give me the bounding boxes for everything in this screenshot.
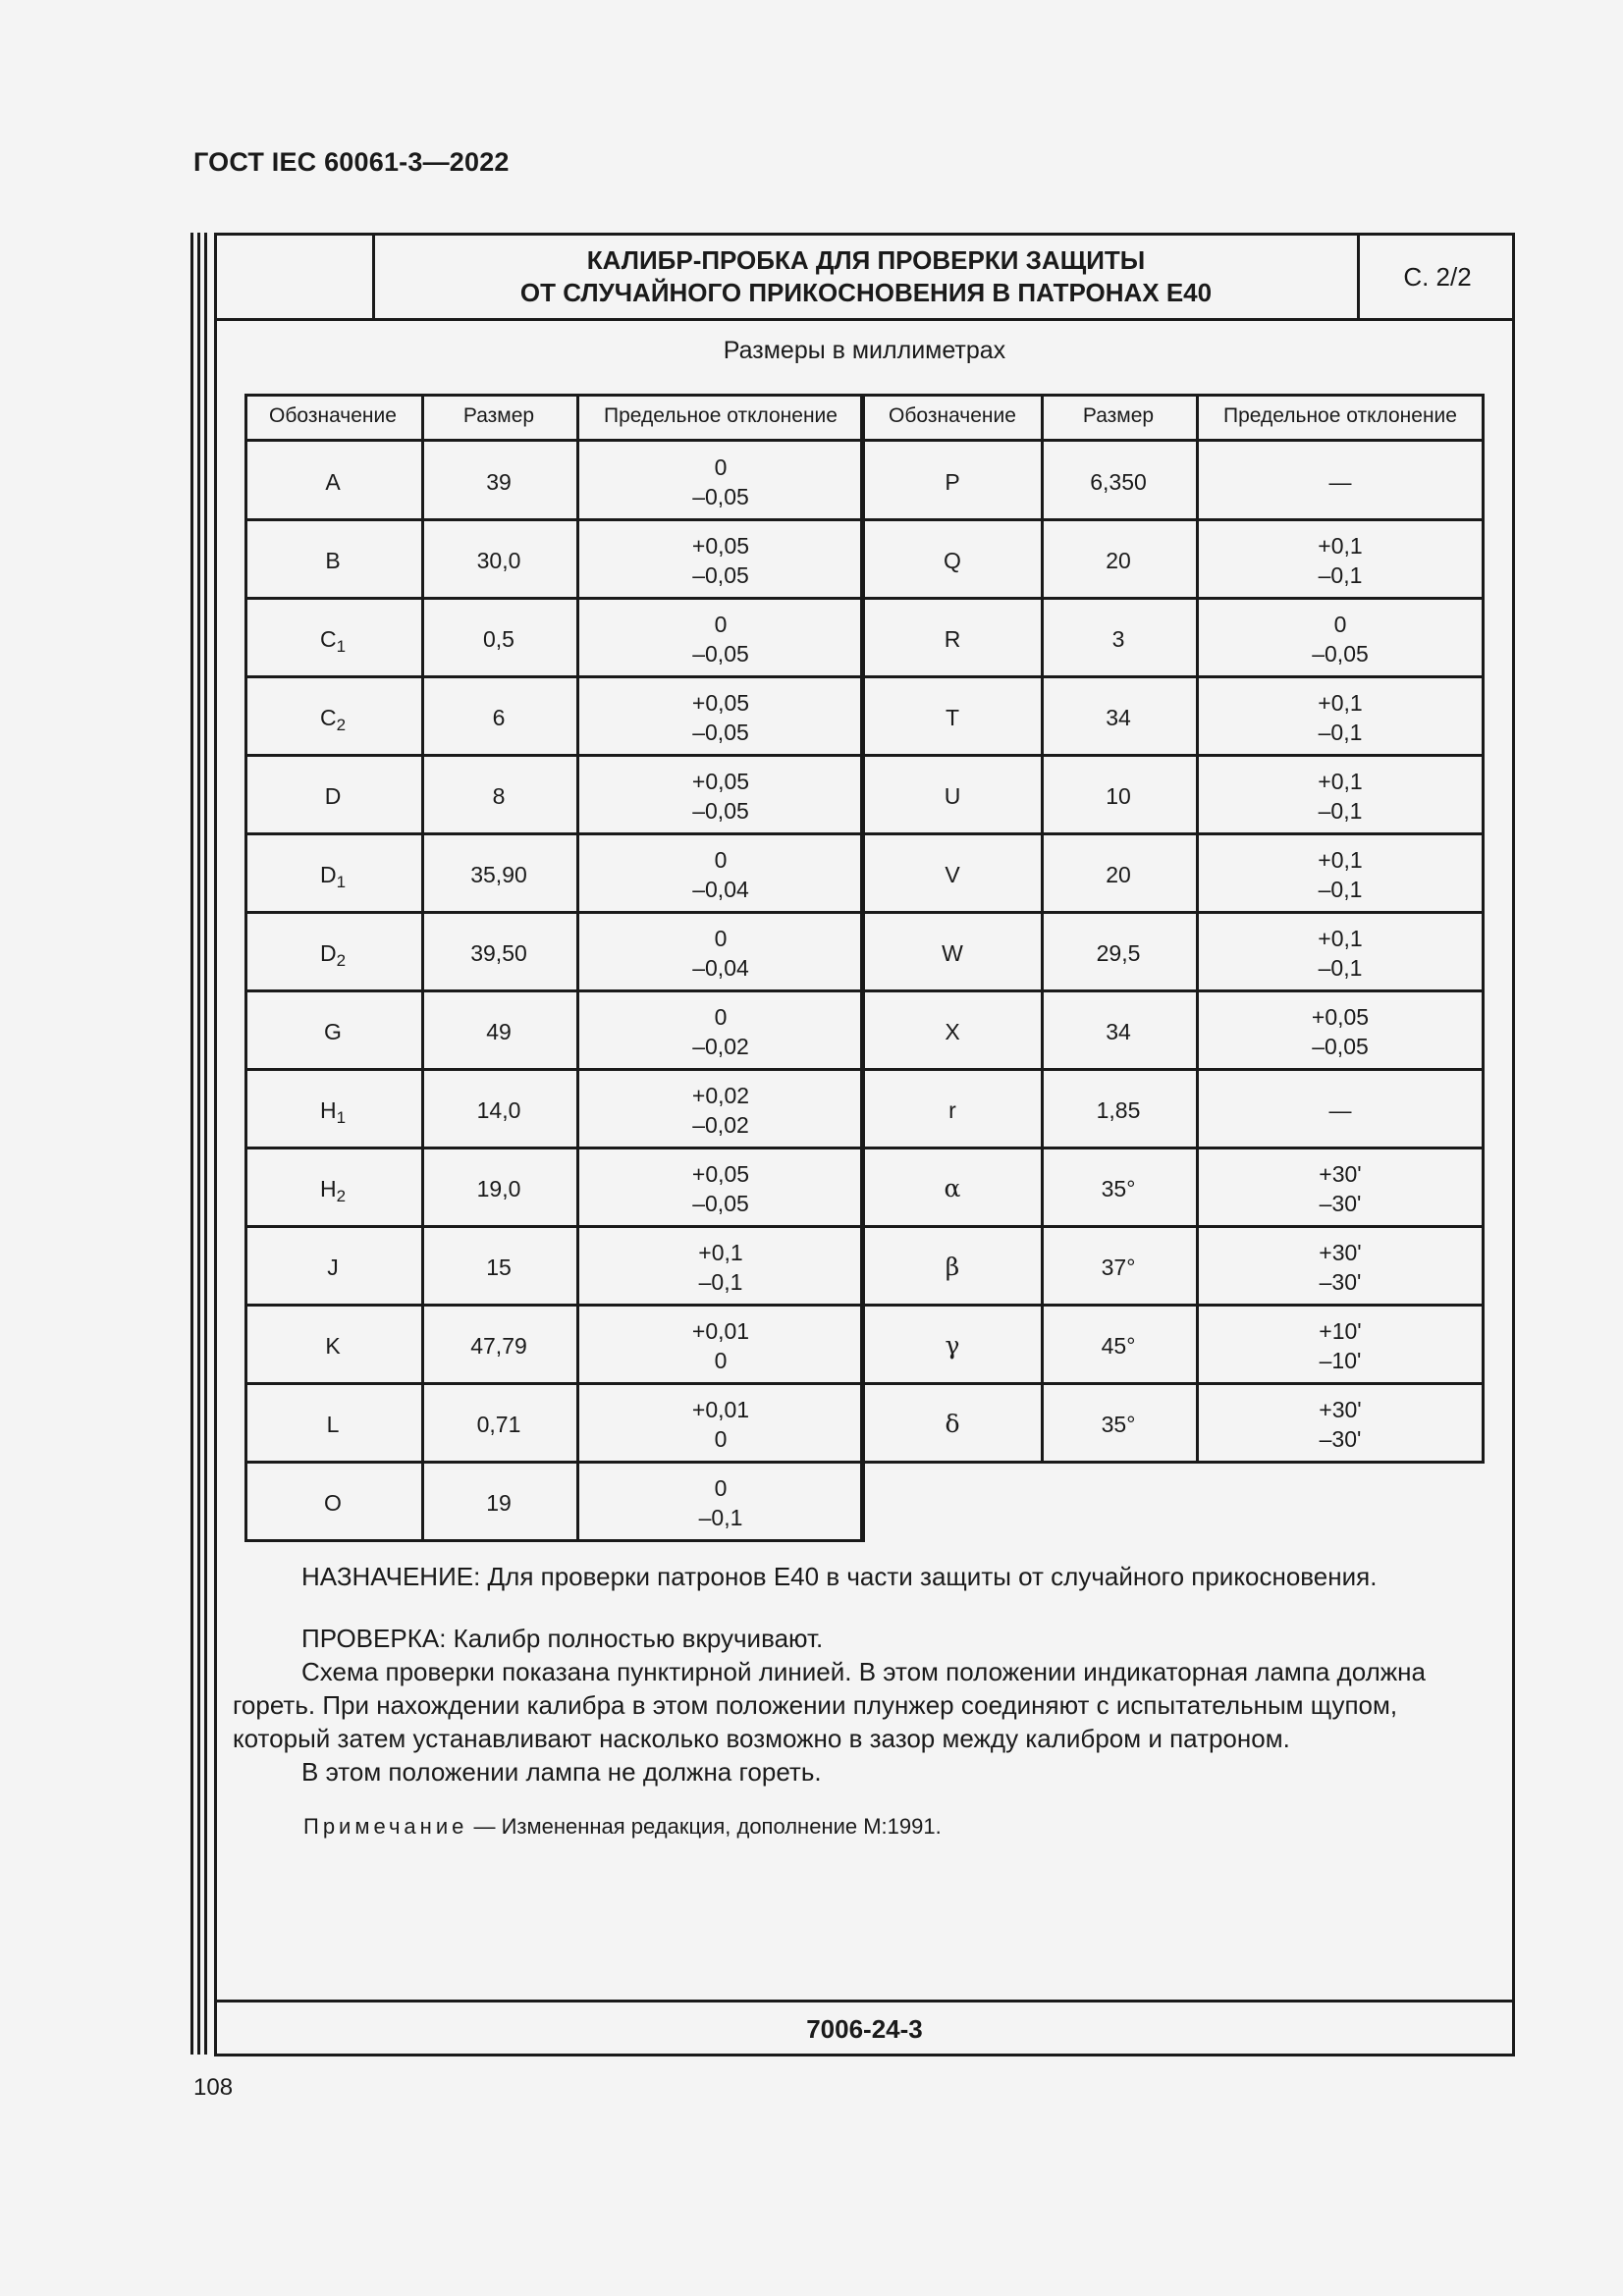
right-rule xyxy=(1196,394,1199,1464)
right-symbol-cell xyxy=(864,1307,1041,1385)
left-size-cell xyxy=(421,678,576,757)
left-rule xyxy=(244,1147,864,1149)
left-rule xyxy=(244,754,864,757)
symbol xyxy=(946,1331,960,1361)
symbol xyxy=(945,1174,961,1203)
symbol xyxy=(945,467,959,497)
symbol xyxy=(944,546,961,575)
symbol xyxy=(324,1017,342,1046)
left-symbol-cell xyxy=(244,1307,421,1385)
symbol xyxy=(942,938,963,968)
deviation-value: –0,04 xyxy=(692,877,749,902)
deviation-value: 0 xyxy=(714,1348,728,1373)
left-deviation-cell xyxy=(576,443,865,521)
left-deviation-cell xyxy=(576,835,865,914)
left-rule xyxy=(576,394,579,1542)
purpose-block xyxy=(233,1560,1499,1593)
right-size-cell xyxy=(1041,1149,1196,1228)
deviation-value: 0 xyxy=(714,1004,728,1030)
symbol xyxy=(320,860,346,889)
right-symbol-cell xyxy=(864,443,1041,521)
deviation-value: –0,02 xyxy=(692,1034,749,1059)
column-header-label: Обозначение xyxy=(269,404,397,427)
symbol xyxy=(325,467,340,497)
size-value: 34 xyxy=(1106,1019,1131,1044)
right-header-0 xyxy=(864,394,1041,439)
right-symbol-cell xyxy=(864,757,1041,835)
deviation-value: –0,1 xyxy=(1318,798,1363,824)
right-rule xyxy=(864,1147,1484,1149)
size-value: 47,79 xyxy=(470,1333,527,1359)
right-rule xyxy=(864,1068,1484,1071)
position-text: В этом положении лампа не должна гореть. xyxy=(301,1757,822,1787)
symbol-letter: A xyxy=(325,469,341,495)
left-deviation-cell xyxy=(576,1228,865,1307)
left-rule xyxy=(244,989,864,992)
right-symbol-cell xyxy=(864,600,1041,678)
deviation-value: 0 xyxy=(714,926,728,951)
symbol-letter: C xyxy=(319,626,337,652)
right-header-2 xyxy=(1196,394,1485,439)
left-size-cell xyxy=(421,835,576,914)
right-size-cell xyxy=(1041,1307,1196,1385)
left-size-cell xyxy=(421,600,576,678)
symbol xyxy=(320,624,346,654)
left-size-cell xyxy=(421,757,576,835)
left-rule xyxy=(244,1539,864,1542)
right-symbol-cell xyxy=(864,1228,1041,1307)
left-rule xyxy=(244,394,247,1542)
symbol-letter: r xyxy=(948,1097,956,1123)
symbol-subscript: 2 xyxy=(336,951,347,970)
size-value: 8 xyxy=(492,783,506,809)
symbol xyxy=(945,1017,959,1046)
deviation-value: –10' xyxy=(1319,1348,1362,1373)
left-rule xyxy=(244,597,864,600)
deviation-value: –0,05 xyxy=(1312,1034,1369,1059)
symbol xyxy=(324,1488,342,1518)
size-value: 20 xyxy=(1106,862,1131,887)
left-rule xyxy=(244,911,864,914)
deviation-value: +0,1 xyxy=(698,1240,743,1265)
left-size-cell xyxy=(421,1071,576,1149)
left-rule xyxy=(244,1461,864,1464)
left-symbol-cell xyxy=(244,914,421,992)
size-value: 1,85 xyxy=(1096,1097,1141,1123)
size-value: 39,50 xyxy=(470,940,527,966)
left-size-cell xyxy=(421,1228,576,1307)
margin-rule xyxy=(197,233,200,2055)
size-value: 20 xyxy=(1106,548,1131,573)
right-size-cell xyxy=(1041,1071,1196,1149)
deviation-value: +0,1 xyxy=(1318,847,1363,873)
right-deviation-cell xyxy=(1196,600,1485,678)
purpose-text: НАЗНАЧЕНИЕ: Для проверки патронов E40 в части защиты от случайного прикосновения. xyxy=(301,1562,1378,1591)
left-symbol-cell xyxy=(244,835,421,914)
right-deviation-cell xyxy=(1196,521,1485,600)
deviation-value: –0,05 xyxy=(692,1191,749,1216)
symbol xyxy=(325,781,342,811)
deviation-value: 0 xyxy=(714,847,728,873)
size-value: 6 xyxy=(492,705,506,730)
left-rule xyxy=(244,439,864,442)
right-deviation-cell xyxy=(1196,443,1485,521)
sheet-code: 7006-24-3 xyxy=(217,2000,1512,2056)
title-blank-cell xyxy=(217,236,375,318)
symbol xyxy=(320,938,346,968)
note-label: Примечание xyxy=(303,1814,468,1839)
right-rule xyxy=(864,394,1484,397)
left-symbol-cell xyxy=(244,443,421,521)
right-deviation-cell xyxy=(1196,1307,1485,1385)
deviation-value: –30' xyxy=(1319,1426,1362,1452)
deviation-value: +0,05 xyxy=(691,1161,750,1187)
right-rule xyxy=(1482,394,1485,1464)
right-deviation-cell xyxy=(1196,1071,1485,1149)
deviation-value: +0,05 xyxy=(1311,1004,1370,1030)
left-deviation-cell xyxy=(576,914,865,992)
symbol-letter: P xyxy=(945,469,960,495)
symbol-letter: δ xyxy=(945,1410,960,1438)
deviation-value: +0,01 xyxy=(691,1397,750,1422)
symbol-subscript: 1 xyxy=(336,873,347,891)
note-text: — Измененная редакция, дополнение M:1991. xyxy=(467,1814,942,1839)
sheet-title-line-2: ОТ СЛУЧАЙНОГО ПРИКОСНОВЕНИЯ В ПАТРОНАХ E40 xyxy=(519,278,1213,307)
right-rule xyxy=(1041,394,1044,1464)
deviation-value: +0,05 xyxy=(691,769,750,794)
right-deviation-cell xyxy=(1196,1385,1485,1464)
deviation-value: –0,1 xyxy=(1318,877,1363,902)
symbol-subscript: 1 xyxy=(336,1108,347,1127)
left-symbol-cell xyxy=(244,1228,421,1307)
symbol-letter: T xyxy=(945,705,960,730)
left-size-cell xyxy=(421,914,576,992)
symbol xyxy=(945,781,961,811)
symbol xyxy=(327,1253,339,1282)
right-rule xyxy=(864,597,1484,600)
symbol xyxy=(325,1331,340,1361)
deviation-value: +30' xyxy=(1319,1397,1362,1422)
deviation-value: +0,01 xyxy=(691,1318,750,1344)
deviation-value: +30' xyxy=(1319,1161,1362,1187)
left-deviation-cell xyxy=(576,1149,865,1228)
deviation-value: –0,05 xyxy=(692,720,749,745)
symbol xyxy=(320,1174,346,1203)
check-block xyxy=(233,1622,1499,1789)
left-symbol-cell xyxy=(244,1464,421,1542)
right-deviation-cell xyxy=(1196,757,1485,835)
right-deviation-cell xyxy=(1196,1228,1485,1307)
size-value: 19,0 xyxy=(476,1176,521,1201)
right-size-cell xyxy=(1041,992,1196,1071)
symbol xyxy=(327,1410,340,1439)
deviation-value: –0,05 xyxy=(692,484,749,509)
left-size-cell xyxy=(421,443,576,521)
deviation-value: — xyxy=(1328,1097,1352,1123)
right-size-cell xyxy=(1041,914,1196,992)
column-header-label: Предельное отклонение xyxy=(1223,404,1457,427)
left-size-cell xyxy=(421,1385,576,1464)
symbol xyxy=(325,546,340,575)
symbol-subscript: 2 xyxy=(336,716,347,734)
left-size-cell xyxy=(421,521,576,600)
dimensions-table xyxy=(244,394,1484,1536)
size-value: 34 xyxy=(1106,705,1131,730)
deviation-value: –0,1 xyxy=(1318,562,1363,588)
symbol xyxy=(320,703,346,732)
deviation-value: 0 xyxy=(714,454,728,480)
size-value: 35,90 xyxy=(470,862,527,887)
right-rule xyxy=(864,911,1484,914)
symbol-letter: W xyxy=(942,940,963,966)
margin-rule xyxy=(190,233,193,2055)
left-deviation-cell xyxy=(576,678,865,757)
deviation-value: –30' xyxy=(1319,1191,1362,1216)
column-header-label: Обозначение xyxy=(889,404,1016,427)
left-size-cell xyxy=(421,1307,576,1385)
title-block xyxy=(217,236,1512,321)
size-value: 29,5 xyxy=(1096,940,1141,966)
left-symbol-cell xyxy=(244,1385,421,1464)
right-rule xyxy=(864,754,1484,757)
symbol-letter: H xyxy=(319,1176,337,1201)
symbol xyxy=(945,624,961,654)
symbol-letter: D xyxy=(319,940,337,966)
deviation-value: –0,1 xyxy=(698,1505,743,1530)
right-size-cell xyxy=(1041,1385,1196,1464)
symbol xyxy=(946,1253,959,1282)
right-rule xyxy=(864,518,1484,521)
right-symbol-cell xyxy=(864,521,1041,600)
symbol xyxy=(948,1095,956,1125)
right-symbol-cell xyxy=(864,914,1041,992)
size-value: 3 xyxy=(1111,626,1125,652)
deviation-value: +0,05 xyxy=(691,690,750,716)
left-rule xyxy=(244,675,864,678)
units-caption: Размеры в миллиметрах xyxy=(723,337,1006,364)
right-deviation-cell xyxy=(1196,678,1485,757)
left-size-cell xyxy=(421,1149,576,1228)
right-size-cell xyxy=(1041,757,1196,835)
symbol-subscript: 1 xyxy=(336,637,347,656)
sheet-title-line-1: КАЛИБР-ПРОБКА ДЛЯ ПРОВЕРКИ ЗАЩИТЫ xyxy=(586,245,1146,275)
left-deviation-cell xyxy=(576,992,865,1071)
left-symbol-cell xyxy=(244,678,421,757)
left-rule xyxy=(244,518,864,521)
left-rule xyxy=(244,394,864,397)
symbol-letter: B xyxy=(325,548,341,573)
right-deviation-cell xyxy=(1196,1149,1485,1228)
left-header-1 xyxy=(421,394,576,439)
size-value: 14,0 xyxy=(476,1097,521,1123)
size-value: 39 xyxy=(486,469,512,495)
deviation-value: +0,05 xyxy=(691,533,750,559)
left-header-2 xyxy=(576,394,865,439)
deviation-value: –0,05 xyxy=(1312,641,1369,667)
left-symbol-cell xyxy=(244,521,421,600)
right-deviation-cell xyxy=(1196,992,1485,1071)
deviation-value: +0,1 xyxy=(1318,769,1363,794)
note xyxy=(303,1814,942,1840)
symbol-letter: Q xyxy=(944,548,961,573)
deviation-value: +0,1 xyxy=(1318,533,1363,559)
deviation-value: +0,1 xyxy=(1318,926,1363,951)
right-rule xyxy=(864,675,1484,678)
right-size-cell xyxy=(1041,678,1196,757)
symbol xyxy=(945,860,959,889)
left-symbol-cell xyxy=(244,1149,421,1228)
size-value: 37° xyxy=(1101,1255,1136,1280)
symbol-letter: H xyxy=(319,1097,337,1123)
left-deviation-cell xyxy=(576,600,865,678)
deviation-value: –0,05 xyxy=(692,562,749,588)
left-rule xyxy=(421,394,424,1542)
margin-rule xyxy=(204,233,207,2055)
size-value: 15 xyxy=(486,1255,512,1280)
right-symbol-cell xyxy=(864,835,1041,914)
symbol-letter: D xyxy=(319,862,337,887)
right-deviation-cell xyxy=(1196,914,1485,992)
right-rule xyxy=(864,1304,1484,1307)
separator-rule xyxy=(860,394,862,1542)
deviation-value: –30' xyxy=(1319,1269,1362,1295)
sheet-page-ref: С. 2/2 xyxy=(1357,236,1515,318)
column-header-label: Размер xyxy=(462,404,535,427)
symbol-letter: D xyxy=(324,783,342,809)
size-value: 35° xyxy=(1101,1176,1136,1201)
left-rule xyxy=(244,1382,864,1385)
symbol-letter: O xyxy=(324,1490,342,1516)
symbol-letter: C xyxy=(319,705,337,730)
right-rule xyxy=(864,1461,1484,1464)
size-value: 19 xyxy=(486,1490,512,1516)
symbol-letter: R xyxy=(944,626,961,652)
page-number: 108 xyxy=(193,2074,234,2101)
left-size-cell xyxy=(421,992,576,1071)
right-rule xyxy=(864,989,1484,992)
size-value: 35° xyxy=(1101,1412,1136,1437)
symbol-letter: α xyxy=(944,1174,961,1202)
size-value: 6,350 xyxy=(1090,469,1147,495)
deviation-value: –0,05 xyxy=(692,641,749,667)
right-size-cell xyxy=(1041,443,1196,521)
left-rule xyxy=(244,1225,864,1228)
column-header-label: Предельное отклонение xyxy=(604,404,838,427)
left-deviation-cell xyxy=(576,521,865,600)
size-value: 49 xyxy=(486,1019,512,1044)
deviation-value: –0,05 xyxy=(692,798,749,824)
deviation-value: 0 xyxy=(714,612,728,637)
right-header-1 xyxy=(1041,394,1196,439)
left-rule xyxy=(244,832,864,835)
symbol-letter: β xyxy=(945,1253,960,1281)
size-value: 0,71 xyxy=(476,1412,521,1437)
symbol-letter: U xyxy=(944,783,961,809)
scheme-text: Схема проверки показана пунктирной линией. В этом положении индикаторная лампа должна гореть. При нахождении калибра в этом положении плунжер соединяют с испытательным щупом, который затем устанавливают насколько возможно в зазор между калибром и патроном. xyxy=(233,1657,1427,1753)
deviation-value: +0,02 xyxy=(691,1083,750,1108)
deviation-value: –0,1 xyxy=(1318,955,1363,981)
document-header: ГОСТ IEC 60061-3—2022 xyxy=(193,147,510,177)
right-symbol-cell xyxy=(864,678,1041,757)
right-rule xyxy=(864,439,1484,442)
deviation-value: –0,1 xyxy=(698,1269,743,1295)
left-size-cell xyxy=(421,1464,576,1542)
right-rule xyxy=(864,1382,1484,1385)
size-value: 10 xyxy=(1106,783,1131,809)
sheet-title xyxy=(375,236,1357,318)
right-symbol-cell xyxy=(864,1071,1041,1149)
deviation-value: –0,04 xyxy=(692,955,749,981)
right-size-cell xyxy=(1041,600,1196,678)
right-size-cell xyxy=(1041,521,1196,600)
left-deviation-cell xyxy=(576,1307,865,1385)
symbol xyxy=(946,703,959,732)
symbol-letter: γ xyxy=(945,1331,960,1360)
left-symbol-cell xyxy=(244,757,421,835)
left-header-0 xyxy=(244,394,421,439)
left-symbol-cell xyxy=(244,600,421,678)
symbol-letter: J xyxy=(327,1255,339,1280)
column-header-label: Размер xyxy=(1082,404,1155,427)
deviation-value: –0,02 xyxy=(692,1112,749,1138)
symbol-subscript: 2 xyxy=(336,1187,347,1205)
left-deviation-cell xyxy=(576,1385,865,1464)
left-deviation-cell xyxy=(576,1464,865,1542)
symbol xyxy=(945,1410,959,1439)
right-size-cell xyxy=(1041,1228,1196,1307)
deviation-value: 0 xyxy=(1333,612,1347,637)
right-size-cell xyxy=(1041,835,1196,914)
symbol-letter: L xyxy=(326,1412,340,1437)
left-rule xyxy=(244,1068,864,1071)
deviation-value: 0 xyxy=(714,1475,728,1501)
sheet-frame xyxy=(214,233,1515,2056)
right-symbol-cell xyxy=(864,992,1041,1071)
right-rule xyxy=(864,832,1484,835)
left-rule xyxy=(244,1304,864,1307)
right-symbol-cell xyxy=(864,1149,1041,1228)
size-value: 45° xyxy=(1101,1333,1136,1359)
right-deviation-cell xyxy=(1196,835,1485,914)
right-symbol-cell xyxy=(864,1385,1041,1464)
deviation-value: — xyxy=(1328,469,1352,495)
deviation-value: –0,1 xyxy=(1318,720,1363,745)
size-value: 30,0 xyxy=(476,548,521,573)
left-symbol-cell xyxy=(244,992,421,1071)
check-text: ПРОВЕРКА: Калибр полностью вкручивают. xyxy=(301,1624,824,1653)
left-symbol-cell xyxy=(244,1071,421,1149)
symbol-letter: V xyxy=(945,862,960,887)
left-deviation-cell xyxy=(576,1071,865,1149)
symbol-letter: X xyxy=(945,1019,960,1044)
symbol xyxy=(320,1095,346,1125)
size-value: 0,5 xyxy=(483,626,514,652)
deviation-value: +10' xyxy=(1319,1318,1362,1344)
deviation-value: +0,1 xyxy=(1318,690,1363,716)
deviation-value: +30' xyxy=(1319,1240,1362,1265)
left-deviation-cell xyxy=(576,757,865,835)
right-rule xyxy=(864,1225,1484,1228)
deviation-value: 0 xyxy=(714,1426,728,1452)
symbol-letter: G xyxy=(324,1019,342,1044)
symbol-letter: K xyxy=(325,1333,341,1359)
